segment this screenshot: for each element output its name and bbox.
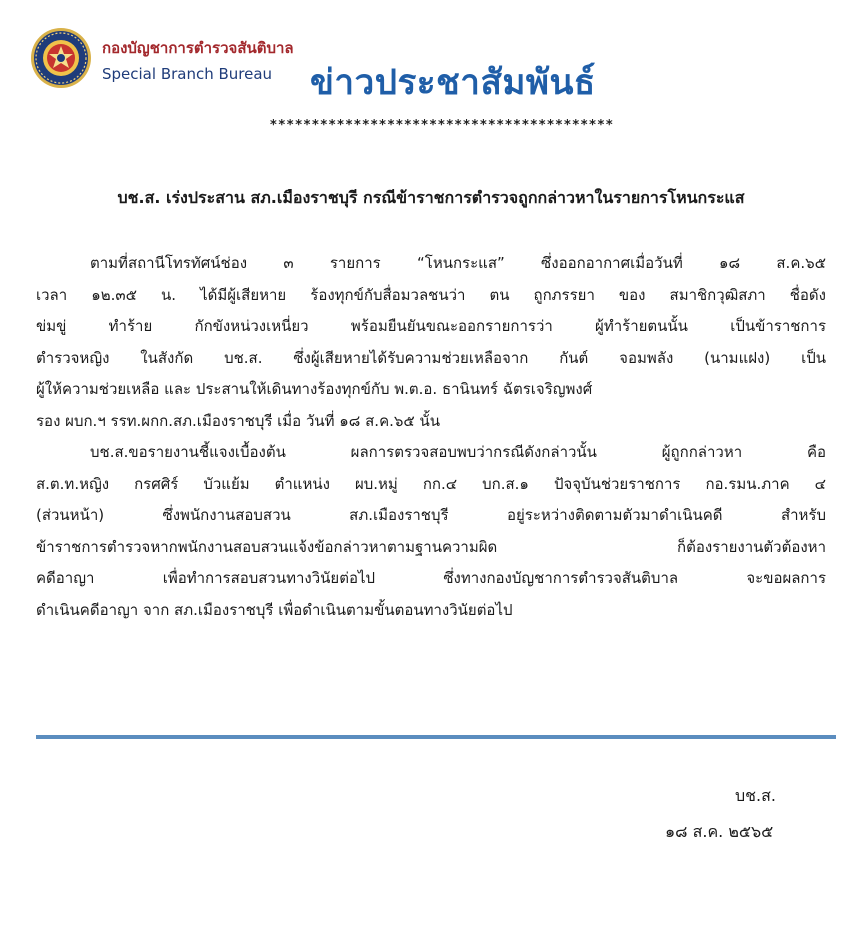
paragraph-2-line: คดีอาญา เพื่อทำการสอบสวนทางวินัยต่อไป ซึ่งทางกองบัญชาการตำรวจสันติบาล จะขอผลการ: [36, 569, 826, 587]
paragraph-2-line: บช.ส.ขอรายงานชี้แจงเบื้องต้น ผลการตรวจสอบพบว่ากรณีดังกล่าวนั้น ผู้ถูกกล่าวหา คือ: [90, 443, 826, 461]
body-text: [36, 248, 826, 626]
police-emblem-icon: [30, 27, 92, 89]
org-name-thai: กองบัญชาการตำรวจสันติบาล: [102, 39, 294, 57]
paragraph-1-line: รอง ผบก.ฯ รรท.ผกก.สภ.เมืองราชบุรี เมื่อ วันที่ ๑๘ ส.ค.๖๕ นั้น: [36, 411, 441, 430]
headline: บช.ส. เร่งประสาน สภ.เมืองราชบุรี กรณีข้าราชการตำรวจถูกกล่าวหาในรายการโหนกระแส: [117, 188, 745, 207]
paragraph-1-line: ตำรวจหญิง ในสังกัด บช.ส. ซึ่งผู้เสียหายได้รับความช่วยเหลือจาก กันต์ จอมพลัง (นามแฝง) เป็น: [36, 348, 826, 367]
divider-line: [36, 735, 836, 739]
paragraph-2-line: ดำเนินคดีอาญา จาก สภ.เมืองราชบุรี เพื่อดำเนินตามขั้นตอนทางวินัยต่อไป: [36, 600, 513, 619]
asterisk-separator: *****************************************: [270, 118, 615, 133]
paragraph-1-line: เวลา ๑๒.๓๕ น. ได้มีผู้เสียหาย ร้องทุกข์กับสื่อมวลชนว่า ตน ถูกภรรยา ของ สมาชิกวุฒิสภา ชื่อดัง: [36, 285, 826, 304]
signature-date: ๑๘ ส.ค. ๒๕๖๕: [665, 822, 774, 841]
paragraph-2-line: (ส่วนหน้า) ซึ่งพนักงานสอบสวน สภ.เมืองราชบุรี อยู่ระหว่างติดตามตัวมาดำเนินคดี สำหรับ: [36, 506, 826, 524]
org-name-english: Special Branch Bureau: [102, 65, 273, 83]
paragraph-2-line: ส.ต.ท.หญิง กรศศิร์ บัวแย้ม ตำแหน่ง ผบ.หมู่ กก.๔ บก.ส.๑ ปัจจุบันช่วยราชการ กอ.รมน.ภาค ๔: [36, 474, 826, 493]
paragraph-1-line: ข่มขู่ ทำร้าย กักขังหน่วงเหนี่ยว พร้อมยืนยันขณะออกรายการว่า ผู้ทำร้ายตนนั้น เป็นข้าราชการ: [36, 317, 826, 335]
paragraph-1-line: ตามที่สถานีโทรทัศน์ช่อง ๓ รายการ “โหนกระแส” ซึ่งออกอากาศเมื่อวันที่ ๑๘ ส.ค.๖๕: [90, 254, 826, 272]
document-title: ข่าวประชาสัมพันธ์: [310, 63, 596, 103]
paragraph-1-line: ผู้ให้ความช่วยเหลือ และ ประสานให้เดินทางร้องทุกข์กับ พ.ต.อ. ธานินทร์ ฉัตรเจริญพงศ์: [36, 380, 593, 398]
paragraph-2-line: ข้าราชการตำรวจหากพนักงานสอบสวนแจ้งข้อกล่าวหาตามฐานความผิด ก็ต้องรายงานตัวต้องหา: [36, 537, 826, 556]
signature-org: บช.ส.: [735, 786, 776, 805]
